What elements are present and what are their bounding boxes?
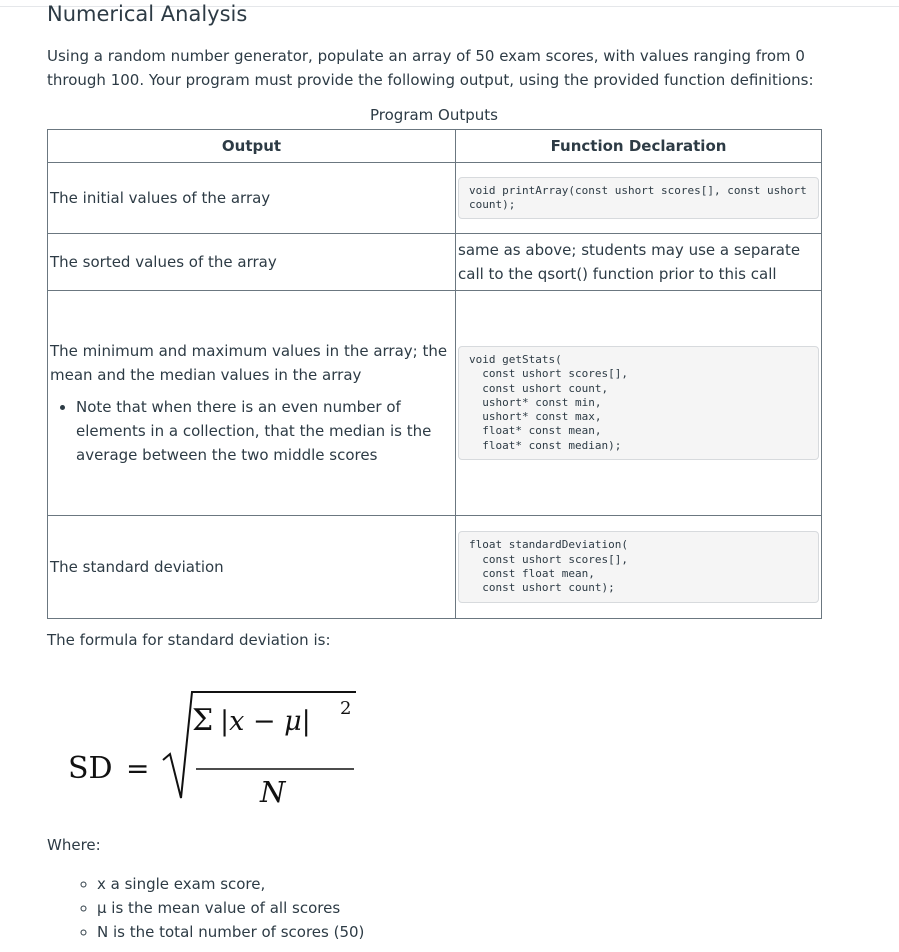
program-outputs-table <box>47 129 822 619</box>
list-item: ◦ μ is the mean value of all scores <box>97 896 364 920</box>
declaration-cell <box>456 516 822 619</box>
table-row <box>48 163 822 234</box>
page-title: Numerical Analysis <box>47 2 248 26</box>
table-row <box>48 516 822 619</box>
standard-deviation-formula <box>60 690 370 810</box>
formula-exponent: 2 <box>340 698 352 719</box>
header-output: Output <box>48 130 456 163</box>
formula-equals: = <box>126 752 150 785</box>
table-caption: Program Outputs <box>370 106 498 124</box>
formula-lhs: SD <box>68 751 113 786</box>
definitions-list <box>75 872 364 944</box>
list-item: ◦ N is the total number of scores (50) <box>97 920 364 944</box>
table-header-row <box>48 130 822 163</box>
table-row <box>48 291 822 516</box>
table-row <box>48 234 822 291</box>
note-item: • Note that when there is an even number of elements in a collection, that the median is the average between the two middle scores <box>76 395 453 467</box>
formula-denominator: N <box>260 775 286 809</box>
output-cell <box>48 291 456 516</box>
formula-numerator: |x − μ| <box>220 706 311 737</box>
code-block: void printArray(const ushort scores[], const ushort count); <box>458 177 819 220</box>
output-cell: The standard deviation <box>48 516 456 619</box>
code-block: float standardDeviation( const ushort scores[], const float mean, const ushort count); <box>458 531 819 602</box>
formula-intro: The formula for standard deviation is: <box>47 631 331 649</box>
header-function-declaration: Function Declaration <box>456 130 822 163</box>
output-text: The minimum and maximum values in the array; the mean and the median values in the array <box>50 342 448 384</box>
note-list <box>50 395 453 467</box>
code-block: void getStats( const ushort scores[], const ushort count, ushort* const min, ushort* const max, float* const mean, float* const median); <box>458 346 819 460</box>
where-label: Where: <box>47 836 101 854</box>
list-item: ◦ x a single exam score, <box>97 872 364 896</box>
output-cell: The initial values of the array <box>48 163 456 234</box>
declaration-cell <box>456 291 822 516</box>
intro-paragraph: Using a random number generator, populate an array of 50 exam scores, with values ranging from 0 through 100. Your program must provide the following output, using the provided function definitions: <box>47 47 814 89</box>
formula-sigma: Σ <box>192 703 214 738</box>
declaration-cell: same as above; students may use a separate call to the qsort() function prior to this call <box>456 234 822 291</box>
declaration-cell <box>456 163 822 234</box>
output-cell: The sorted values of the array <box>48 234 456 291</box>
